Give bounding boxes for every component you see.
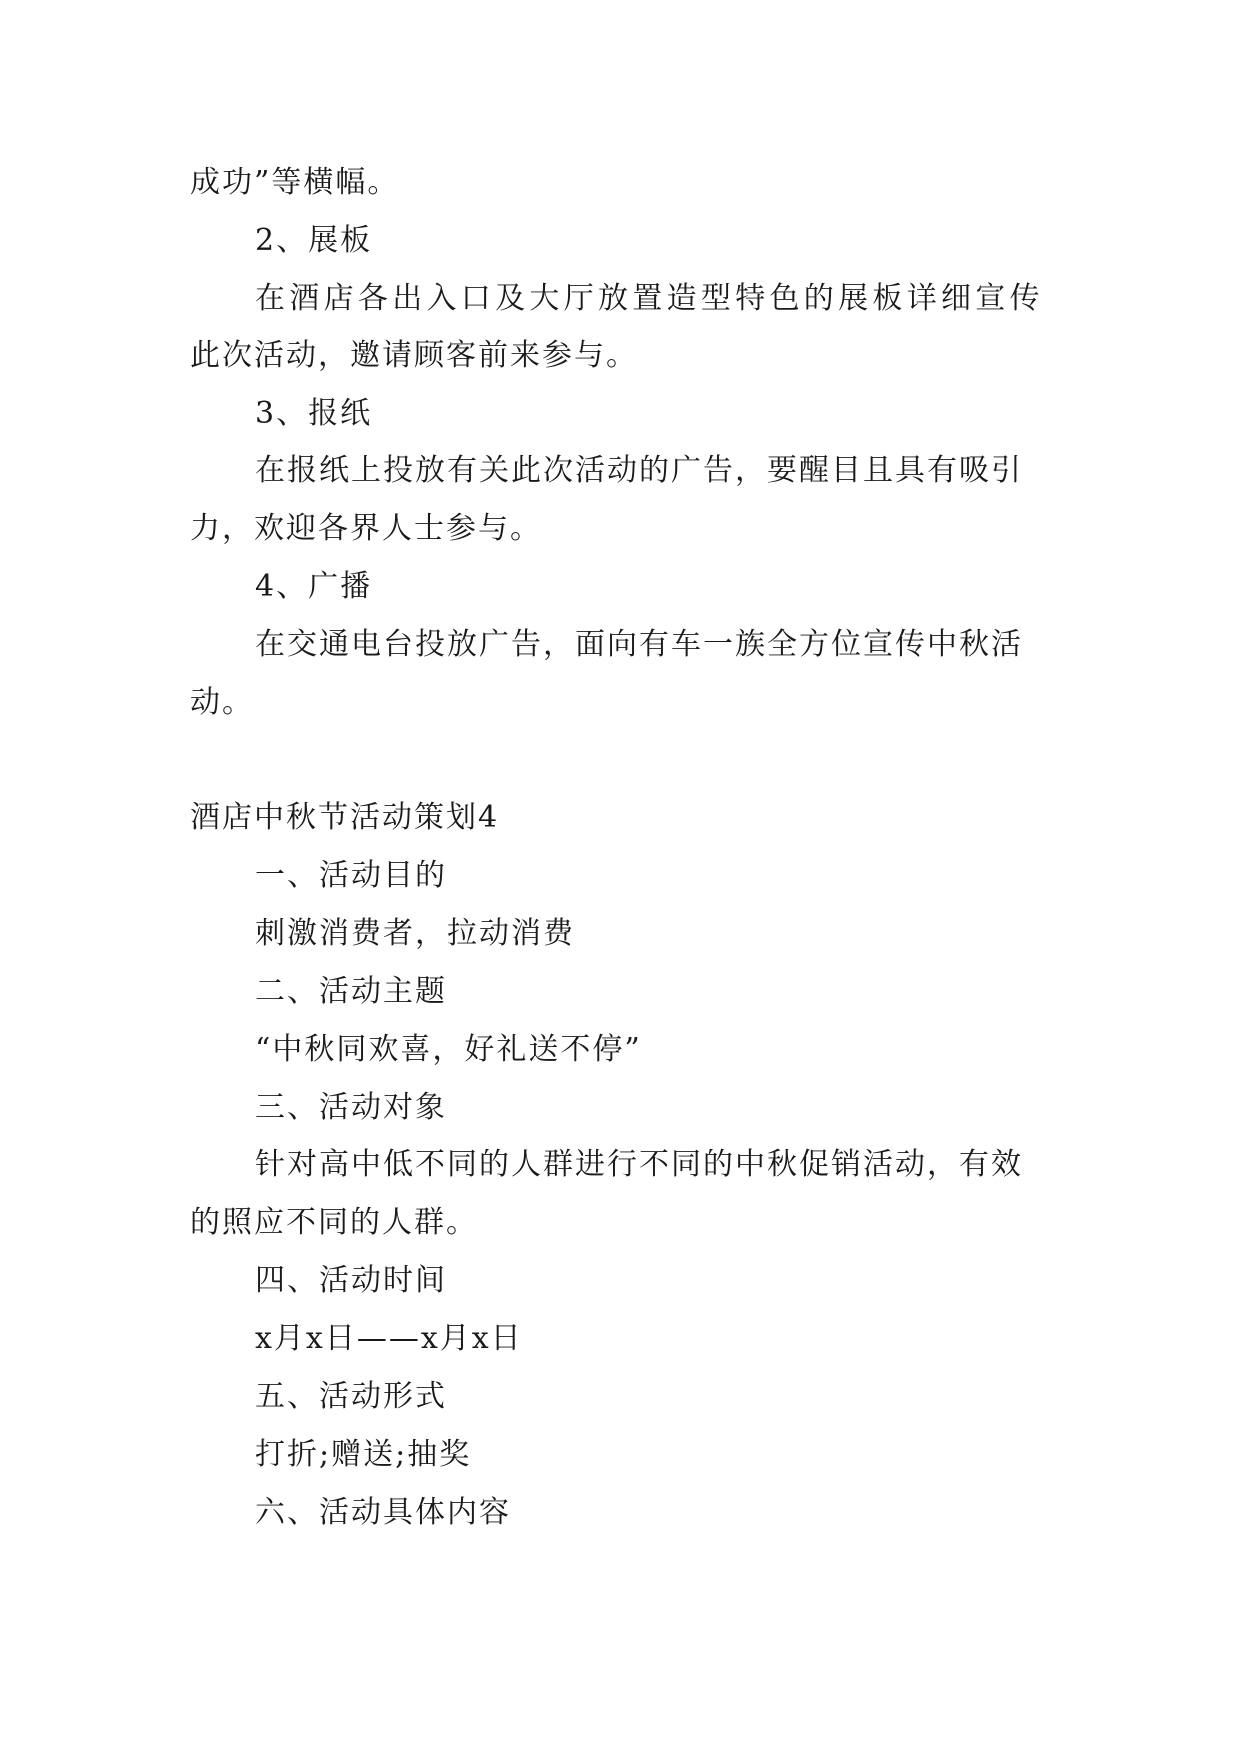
text-line: 在报纸上投放有关此次活动的广告，要醒目且具有吸引 [255,453,1023,488]
section-title: 酒店中秋节活动策划4 [190,800,500,835]
text-line: x月x日——x月x日 [255,1321,523,1356]
subheading-theme: 二、活动主题 [255,974,447,1009]
subheading-broadcast: 4、广播 [255,569,373,604]
subheading-content: 六、活动具体内容 [255,1495,511,1530]
text-line: 在酒店各出入口及大厅放置造型特色的展板详细宣传 [255,281,1044,316]
text-line: 刺激消费者，拉动消费 [255,916,575,951]
document-page [190,0,1055,1754]
text-line: 的照应不同的人群。 [190,1205,478,1240]
text-line: “中秋同欢喜，好礼送不停” [255,1032,642,1067]
text-line: 力，欢迎各界人士参与。 [190,511,542,546]
subheading-form: 五、活动形式 [255,1379,447,1414]
text-line: 针对高中低不同的人群进行不同的中秋促销活动，有效 [255,1147,1023,1182]
subheading-newspaper: 3、报纸 [255,396,373,431]
text-line: 在交通电台投放广告，面向有车一族全方位宣传中秋活 [255,627,1023,662]
text-line: 此次活动，邀请顾客前来参与。 [190,338,638,373]
text-line: 动。 [190,685,254,720]
subheading-purpose: 一、活动目的 [255,858,447,893]
text-line: 打折;赠送;抽奖 [255,1437,472,1472]
subheading-display-board: 2、展板 [255,223,373,258]
subheading-time: 四、活动时间 [255,1263,447,1298]
text-line: 成功”等横幅。 [190,165,400,200]
subheading-target: 三、活动对象 [255,1090,447,1125]
